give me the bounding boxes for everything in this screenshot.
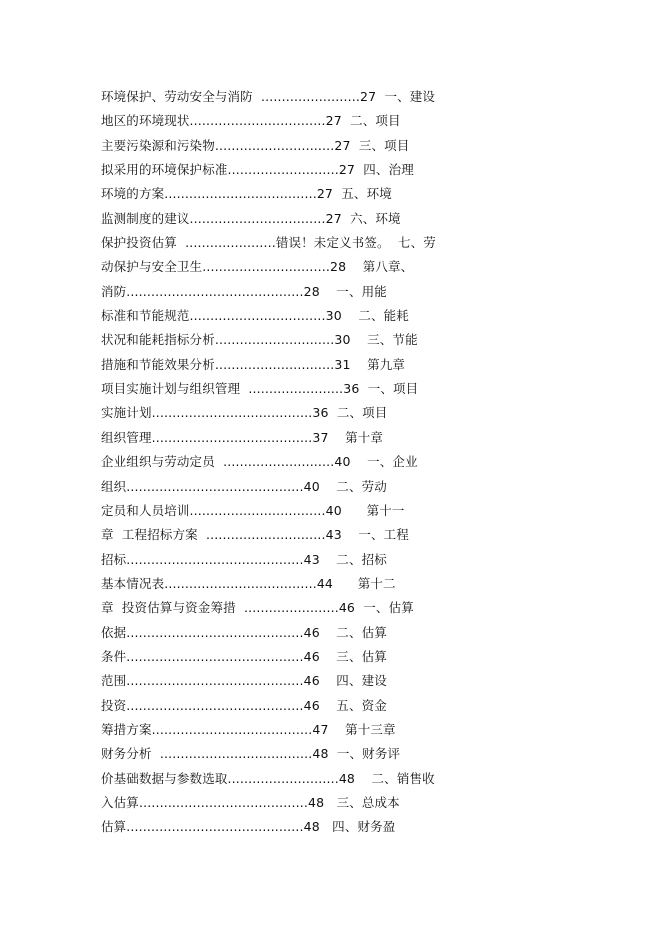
toc-line: 项目实施计划与组织管理 .......................36 一、项目: [101, 381, 419, 397]
toc-line: 范围...........................................46 四、建设: [101, 673, 387, 689]
toc-line: 措施和节能效果分析.............................31 第九章: [101, 356, 406, 372]
toc-line: 消防...........................................28 一、用能: [101, 283, 387, 299]
toc-line: 招标...........................................43 二、招标: [101, 551, 387, 567]
toc-line: 入估算.........................................48 三、总成本: [101, 794, 400, 810]
toc-line: 组织...........................................40 二、劳动: [101, 478, 387, 494]
toc-line: 基本情况表.....................................44 第十二: [101, 575, 396, 591]
toc-line: 筹措方案.......................................47 第十三章: [101, 721, 396, 737]
toc-line: 定员和人员培训.................................40 第十一: [101, 502, 405, 518]
toc-line: 环境的方案.....................................27 五、环境: [101, 186, 392, 202]
toc-line: 依据...........................................46 二、估算: [101, 624, 387, 640]
toc-line: 财务分析 .....................................48 一、财务评: [101, 746, 401, 762]
toc-line: 动保护与安全卫生...............................28 第八章、: [101, 259, 414, 275]
toc-line: 状况和能耗指标分析.............................30 三、节能: [101, 332, 418, 348]
toc-line: 环境保护、劳动安全与消防 ........................27 一、建设: [101, 89, 436, 104]
toc-line: 价基础数据与参数选取...........................48 二、销售收: [101, 770, 435, 786]
toc-line: 投资...........................................46 五、资金: [101, 697, 387, 713]
toc-line: 章 工程招标方案 .............................43 一、工程: [101, 527, 409, 543]
toc-line: 组织管理.......................................37 第十章: [101, 429, 384, 445]
toc-line: 企业组织与劳动定员 ...........................40 一、企业: [101, 454, 418, 470]
toc-line: 主要污染源和污染物.............................27 三、项目: [101, 137, 410, 153]
toc-line: 实施计划.......................................36 二、项目: [101, 405, 388, 421]
toc-line: 监测制度的建议.................................27 六、环境: [101, 210, 401, 226]
toc-line: 估算...........................................48 四、财务盈: [101, 819, 396, 835]
toc-line: 章 投资估算与资金筹措 .......................46 一、估算: [101, 600, 414, 616]
toc-line: 拟采用的环境保护标准...........................27 四、治理: [101, 162, 414, 178]
toc-line: 标准和节能规范.................................30 二、能耗: [101, 308, 409, 324]
toc-line: 地区的环境现状.................................27 二、项目: [101, 113, 401, 129]
toc-line: 条件...........................................46 三、估算: [101, 648, 387, 664]
table-of-contents: [101, 85, 571, 840]
toc-line: 保护投资估算 ......................错误！未定义书签。 七、劳: [101, 235, 436, 251]
